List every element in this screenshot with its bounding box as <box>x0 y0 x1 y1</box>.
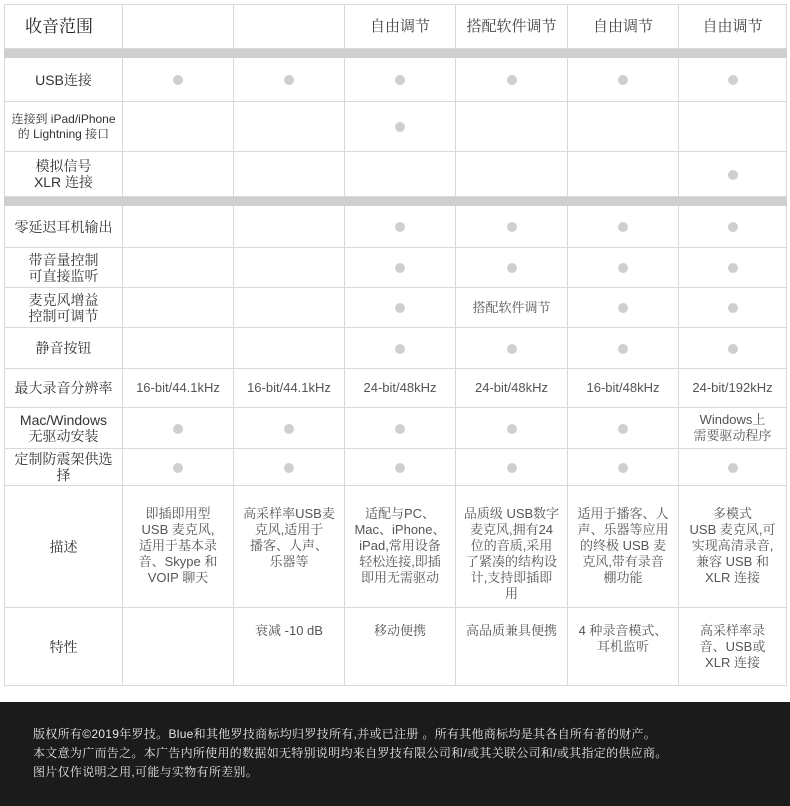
feature-supported-dot-icon <box>123 58 234 102</box>
row-label-line: 麦克风增益 <box>28 291 99 308</box>
row-label <box>5 288 123 328</box>
feature-supported-dot-icon <box>345 288 456 328</box>
cell-text-line: 衰减 -10 dB <box>255 623 323 638</box>
row-label-line: XLR 连接 <box>33 174 94 190</box>
table-cell <box>568 608 679 686</box>
cell-text-line: USB 麦克风, <box>141 522 215 537</box>
cell-text-line: 即用无需驱动 <box>360 570 439 585</box>
table-cell <box>456 369 568 408</box>
feature-supported-dot-icon <box>568 408 679 449</box>
dot-icon <box>395 344 405 354</box>
feature-supported-dot-icon <box>568 206 679 248</box>
table-body <box>5 5 787 686</box>
cell-text-line: 需要驱动程序 <box>693 428 772 443</box>
footer-line: 图片仅作说明之用,可能与实物有所差别。 <box>33 765 259 779</box>
cell-text-line: 的终极 USB 麦 <box>580 538 666 553</box>
dot-icon <box>507 344 517 354</box>
dot-icon <box>173 463 183 473</box>
row-label <box>5 152 123 197</box>
feature-supported-dot-icon <box>679 328 787 369</box>
table-cell <box>456 102 568 152</box>
dot-icon <box>173 424 183 434</box>
section-separator <box>5 197 787 206</box>
dot-icon <box>728 303 738 313</box>
table-row <box>5 449 787 486</box>
dot-icon <box>395 122 405 132</box>
comparison-table <box>4 4 787 686</box>
dot-icon <box>284 75 294 85</box>
cell-text-line: 克风,适用于 <box>254 522 324 537</box>
cell-text-line: Windows上 <box>699 412 766 427</box>
dot-icon <box>507 222 517 232</box>
table-cell <box>679 102 787 152</box>
row-label-line: 无驱动安装 <box>28 428 99 444</box>
dot-icon <box>728 170 738 180</box>
table-cell <box>234 328 345 369</box>
cell-text-line: 乐器等 <box>269 554 309 569</box>
separator-bar <box>5 49 787 58</box>
header-cell: 搭配软件调节 <box>456 5 568 49</box>
dot-icon <box>728 222 738 232</box>
feature-supported-dot-icon <box>679 288 787 328</box>
cell-text-line: Mac、iPhone、 <box>354 522 446 537</box>
feature-supported-dot-icon <box>345 248 456 288</box>
dot-icon <box>618 263 628 273</box>
dot-icon <box>507 463 517 473</box>
table-row <box>5 248 787 288</box>
cell-text-line: 棚功能 <box>603 570 643 585</box>
table-cell <box>679 486 787 608</box>
row-label-line: Mac/Windows <box>19 412 108 428</box>
feature-supported-dot-icon <box>568 288 679 328</box>
feature-supported-dot-icon <box>456 328 568 369</box>
row-label <box>5 248 123 288</box>
feature-supported-dot-icon <box>234 58 345 102</box>
table-cell <box>345 608 456 686</box>
feature-supported-dot-icon <box>568 58 679 102</box>
feature-supported-dot-icon <box>679 248 787 288</box>
cell-text-line: 计,支持即插即 <box>470 570 553 585</box>
dot-icon <box>395 75 405 85</box>
table-row <box>5 206 787 248</box>
table-cell <box>123 102 234 152</box>
cell-text-line: 克风,带有录音 <box>582 554 664 569</box>
header-cell: 自由调节 <box>679 5 787 49</box>
dot-icon <box>618 303 628 313</box>
separator-bar <box>5 197 787 206</box>
dot-icon <box>507 424 517 434</box>
table-cell <box>234 248 345 288</box>
header-cell: 自由调节 <box>568 5 679 49</box>
dot-icon <box>618 222 628 232</box>
cell-text-line: 高品质兼具便携 <box>465 623 557 638</box>
cell-text-line: 位的音质,采用 <box>470 538 553 553</box>
table-cell <box>568 369 679 408</box>
cell-text-line: 移动便携 <box>373 623 426 638</box>
cell-text-line: 4 种录音模式、 <box>578 623 668 638</box>
cell-text-line: 即插即用型 <box>145 506 211 521</box>
cell-text-line: 高采样率USB麦 <box>243 506 335 521</box>
cell-text-line: 音、Skype 和 <box>138 554 218 569</box>
cell-text-line: 24-bit/192kHz <box>692 380 773 395</box>
table-cell <box>568 486 679 608</box>
row-label-line: 连接到 iPad/iPhone <box>11 111 116 126</box>
table-cell <box>234 152 345 197</box>
row-label-line: 的 Lightning 接口 <box>17 126 110 141</box>
table-cell <box>123 328 234 369</box>
feature-supported-dot-icon <box>345 408 456 449</box>
cell-text-line: 耳机监听 <box>596 639 649 654</box>
table-cell <box>679 608 787 686</box>
dot-icon <box>618 424 628 434</box>
table-cell <box>123 486 234 608</box>
row-label: USB连接 <box>5 58 123 102</box>
feature-supported-dot-icon <box>456 206 568 248</box>
cell-text-line: 适配与PC、 <box>364 506 436 521</box>
table-cell <box>234 206 345 248</box>
table-cell <box>345 486 456 608</box>
cell-text-line: XLR 连接 <box>705 570 760 585</box>
row-label-line: 带音量控制 <box>28 251 99 268</box>
feature-supported-dot-icon <box>345 206 456 248</box>
table-cell <box>123 206 234 248</box>
cell-text-line: 用 <box>504 586 518 601</box>
cell-text-line: iPad,常用设备 <box>359 538 441 553</box>
table-cell <box>568 102 679 152</box>
cell-text-line: 声、乐器等应用 <box>577 522 669 537</box>
cell-text-line: 适用于播客、人 <box>577 506 669 521</box>
table-row <box>5 58 787 102</box>
cell-text-line: 播客、人声、 <box>249 538 328 553</box>
table-row <box>5 152 787 197</box>
dot-icon <box>395 222 405 232</box>
cell-text-line: 实现高清录音, <box>691 538 774 553</box>
cell-text-line: 16-bit/48kHz <box>586 380 660 395</box>
table-row <box>5 486 787 608</box>
header-cell: 自由调节 <box>345 5 456 49</box>
table-cell <box>123 608 234 686</box>
cell-text-line: 品质级 USB数字 <box>463 506 560 521</box>
cell-text-line: 兼容 USB 和 <box>696 554 769 569</box>
dot-icon <box>618 75 628 85</box>
table-cell <box>679 408 787 449</box>
table-row <box>5 102 787 152</box>
cell-text-line: 多模式 <box>712 506 752 521</box>
dot-icon <box>618 344 628 354</box>
dot-icon <box>728 344 738 354</box>
feature-supported-dot-icon <box>679 152 787 197</box>
table-cell <box>456 288 568 328</box>
feature-supported-dot-icon <box>568 328 679 369</box>
table-cell <box>123 152 234 197</box>
table-cell <box>568 152 679 197</box>
dot-icon <box>507 263 517 273</box>
dot-icon <box>395 303 405 313</box>
row-label: 静音按钮 <box>5 328 123 369</box>
feature-supported-dot-icon <box>456 408 568 449</box>
cell-text-line: 音、USB或 <box>699 639 766 654</box>
feature-supported-dot-icon <box>568 449 679 486</box>
dot-icon <box>395 463 405 473</box>
cell-text-line: 了紧凑的结构设 <box>465 554 557 569</box>
row-label <box>5 408 123 449</box>
table-cell <box>123 248 234 288</box>
cell-text-line: 24-bit/48kHz <box>363 380 437 395</box>
cell-text-line: 麦克风,拥有24 <box>469 522 554 537</box>
table-cell <box>234 102 345 152</box>
feature-supported-dot-icon <box>456 58 568 102</box>
cell-text-line: 高采样率录 <box>699 623 765 638</box>
row-label: 最大录音分辨率 <box>5 369 123 408</box>
dot-icon <box>284 463 294 473</box>
table-cell <box>456 608 568 686</box>
feature-supported-dot-icon <box>123 449 234 486</box>
header-row <box>5 5 787 49</box>
table-cell <box>345 152 456 197</box>
row-label: 特性 <box>5 608 123 686</box>
cell-text-line: XLR 连接 <box>705 655 760 670</box>
row-label-line: 控制可调节 <box>28 307 99 324</box>
row-label: 定制防震架供选择 <box>5 449 123 486</box>
table-cell <box>456 152 568 197</box>
cell-text-line: 轻松连接,即插 <box>359 554 441 569</box>
row-label-line: 模拟信号 <box>35 158 92 174</box>
dot-icon <box>284 424 294 434</box>
row-label: 零延迟耳机输出 <box>5 206 123 248</box>
feature-supported-dot-icon <box>345 102 456 152</box>
table-cell <box>679 369 787 408</box>
dot-icon <box>728 263 738 273</box>
footer-line: 版权所有©2019年罗技。Blue和其他罗技商标均归罗技所有,并或已注册 。所有其他商标均是其各自所有者的财产。 <box>33 727 657 741</box>
header-cell <box>123 5 234 49</box>
feature-supported-dot-icon <box>568 248 679 288</box>
cell-text-line: VOIP 聊天 <box>147 570 209 585</box>
feature-supported-dot-icon <box>345 58 456 102</box>
section-separator <box>5 49 787 58</box>
header-cell <box>234 5 345 49</box>
dot-icon <box>728 75 738 85</box>
table-cell <box>234 486 345 608</box>
row-label <box>5 102 123 152</box>
cell-text-line: 适用于基本录 <box>138 538 217 553</box>
header-cell-label: 收音范围 <box>5 5 123 49</box>
feature-supported-dot-icon <box>456 449 568 486</box>
feature-supported-dot-icon <box>345 449 456 486</box>
table-cell <box>123 288 234 328</box>
dot-icon <box>728 463 738 473</box>
table-cell <box>234 608 345 686</box>
footer-disclaimer <box>0 702 790 806</box>
table-row <box>5 328 787 369</box>
dot-icon <box>395 424 405 434</box>
table-row <box>5 408 787 449</box>
row-label: 描述 <box>5 486 123 608</box>
dot-icon <box>395 263 405 273</box>
feature-supported-dot-icon <box>679 449 787 486</box>
feature-supported-dot-icon <box>679 58 787 102</box>
table-cell <box>345 369 456 408</box>
table-row <box>5 369 787 408</box>
table-cell <box>234 369 345 408</box>
table-cell <box>234 288 345 328</box>
table-row <box>5 608 787 686</box>
cell-text-line: 搭配软件调节 <box>472 299 551 315</box>
table-row <box>5 288 787 328</box>
feature-supported-dot-icon <box>345 328 456 369</box>
feature-supported-dot-icon <box>234 408 345 449</box>
table-cell <box>456 486 568 608</box>
dot-icon <box>173 75 183 85</box>
feature-supported-dot-icon <box>456 248 568 288</box>
row-label-line: 可直接监听 <box>28 267 99 284</box>
feature-supported-dot-icon <box>679 206 787 248</box>
footer-line: 本文意为广而告之。本广告内所使用的数据如无特别说明均来自罗技有限公司和/或其关联公司和/或其指定的供应商。 <box>33 746 668 760</box>
cell-text-line: USB 麦克风,可 <box>689 522 776 537</box>
dot-icon <box>618 463 628 473</box>
cell-text-line: 16-bit/44.1kHz <box>247 380 331 395</box>
feature-supported-dot-icon <box>234 449 345 486</box>
feature-supported-dot-icon <box>123 408 234 449</box>
cell-text-line: 24-bit/48kHz <box>475 380 548 395</box>
cell-text-line: 16-bit/44.1kHz <box>136 380 220 395</box>
table-cell <box>123 369 234 408</box>
dot-icon <box>507 75 517 85</box>
